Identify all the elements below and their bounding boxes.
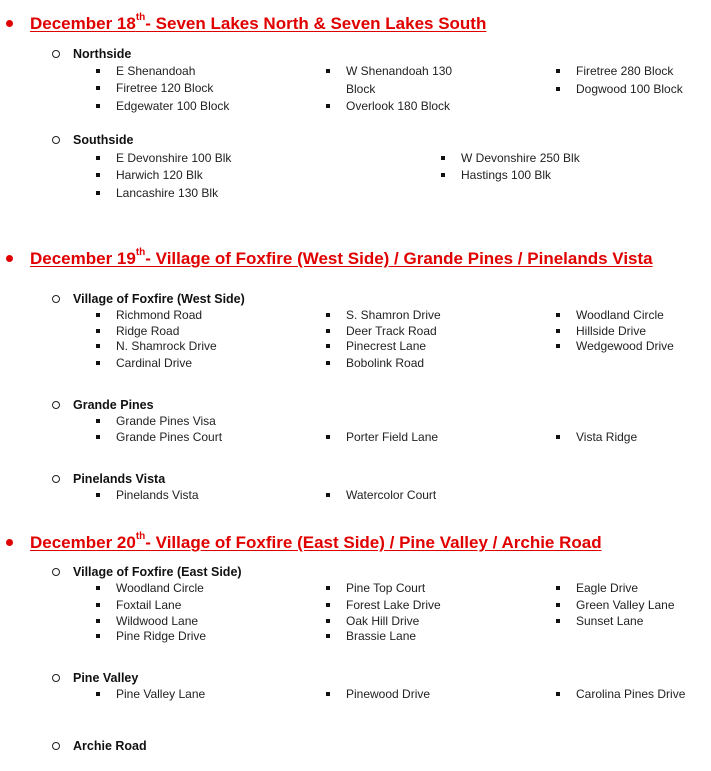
square-bullet-icon	[556, 344, 560, 348]
square-bullet-icon	[96, 313, 100, 317]
group-title: Pinelands Vista	[73, 472, 166, 486]
square-bullet-icon	[326, 603, 330, 607]
square-bullet-icon	[96, 493, 100, 497]
circle-bullet-icon	[52, 295, 60, 303]
square-bullet-icon	[96, 173, 100, 177]
bullet-icon	[6, 20, 13, 27]
square-bullet-icon	[556, 435, 560, 439]
bullet-icon	[6, 539, 13, 546]
square-bullet-icon	[326, 361, 330, 365]
square-bullet-icon	[556, 69, 560, 73]
section-title: December 19th- Village of Foxfire (West Side) / Grande Pines / Pinelands Vista	[30, 247, 653, 268]
square-bullet-icon	[326, 329, 330, 333]
group-title: Village of Foxfire (West Side)	[73, 292, 245, 306]
square-bullet-icon	[326, 493, 330, 497]
square-bullet-icon	[441, 156, 445, 160]
square-bullet-icon	[96, 156, 100, 160]
square-bullet-icon	[96, 191, 100, 195]
square-bullet-icon	[556, 329, 560, 333]
circle-bullet-icon	[52, 136, 60, 144]
circle-bullet-icon	[52, 674, 60, 682]
square-bullet-icon	[96, 692, 100, 696]
square-bullet-icon	[96, 435, 100, 439]
square-bullet-icon	[96, 86, 100, 90]
group-title: Grande Pines	[73, 398, 154, 412]
square-bullet-icon	[96, 104, 100, 108]
square-bullet-icon	[96, 586, 100, 590]
square-bullet-icon	[326, 435, 330, 439]
square-bullet-icon	[326, 619, 330, 623]
square-bullet-icon	[96, 419, 100, 423]
square-bullet-icon	[326, 692, 330, 696]
square-bullet-icon	[96, 344, 100, 348]
square-bullet-icon	[326, 313, 330, 317]
square-bullet-icon	[556, 313, 560, 317]
section-title: December 18th- Seven Lakes North & Seven Lakes South	[30, 12, 487, 33]
group-title: Southside	[73, 133, 134, 147]
square-bullet-icon	[96, 69, 100, 73]
square-bullet-icon	[96, 329, 100, 333]
square-bullet-icon	[96, 361, 100, 365]
square-bullet-icon	[326, 69, 330, 73]
square-bullet-icon	[326, 634, 330, 638]
group-title: Village of Foxfire (East Side)	[73, 565, 242, 579]
square-bullet-icon	[556, 619, 560, 623]
square-bullet-icon	[556, 586, 560, 590]
square-bullet-icon	[441, 173, 445, 177]
circle-bullet-icon	[52, 475, 60, 483]
square-bullet-icon	[326, 344, 330, 348]
square-bullet-icon	[556, 87, 560, 91]
square-bullet-icon	[96, 603, 100, 607]
group-title: Archie Road	[73, 739, 147, 753]
square-bullet-icon	[96, 619, 100, 623]
bullet-icon	[6, 255, 13, 262]
square-bullet-icon	[326, 586, 330, 590]
group-title: Northside	[73, 47, 132, 61]
square-bullet-icon	[556, 603, 560, 607]
section-title: December 20th- Village of Foxfire (East Side) / Pine Valley / Archie Road	[30, 531, 602, 552]
square-bullet-icon	[556, 692, 560, 696]
square-bullet-icon	[96, 634, 100, 638]
circle-bullet-icon	[52, 568, 60, 576]
circle-bullet-icon	[52, 742, 60, 750]
square-bullet-icon	[326, 104, 330, 108]
circle-bullet-icon	[52, 401, 60, 409]
circle-bullet-icon	[52, 50, 60, 58]
group-title: Pine Valley	[73, 671, 139, 685]
